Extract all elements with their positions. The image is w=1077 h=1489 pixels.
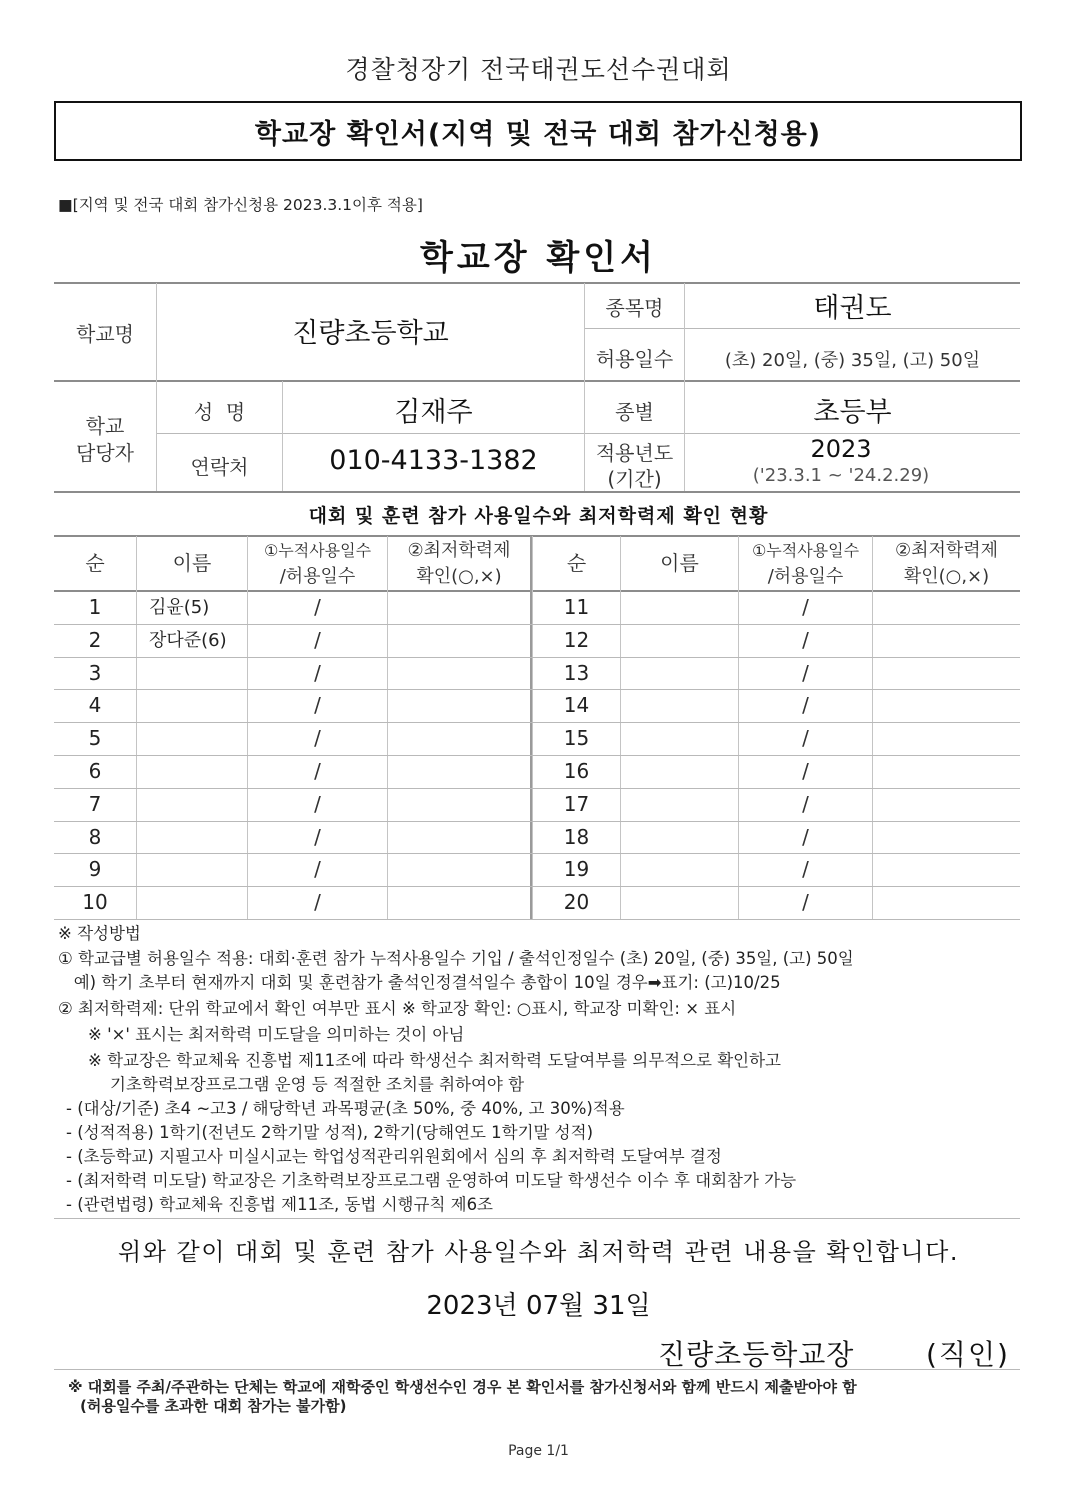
header-days-line1: ①누적사용일수	[751, 541, 860, 560]
row-number: 8	[88, 824, 102, 849]
row-number: 3	[88, 660, 102, 685]
student-name: 김윤(5)	[149, 597, 210, 618]
row-number: 19	[563, 857, 590, 882]
document-date: 2023년 07월 31일	[426, 1291, 651, 1321]
days-cell: /	[802, 857, 809, 882]
days-cell: /	[802, 759, 809, 783]
footer-note: (허용일수를 초과한 대회 참가는 불가함)	[80, 1397, 347, 1415]
table-row-divider	[54, 722, 1020, 723]
divider	[620, 536, 621, 919]
method-line: - (대상/기준) 초4 ~고3 / 해당학년 과목평균(초 50%, 중 40%, 고 30%)적용	[66, 1099, 625, 1118]
row-number: 14	[563, 693, 590, 718]
row-number: 4	[88, 693, 102, 718]
row-number: 5	[88, 726, 102, 751]
row-number: 13	[563, 660, 590, 685]
sport-label: 종목명	[605, 296, 664, 320]
table-row-divider	[54, 919, 1020, 920]
divider	[54, 1369, 1020, 1370]
header-days-line1: ①누적사용일수	[263, 541, 372, 560]
days-cell: /	[314, 824, 321, 849]
method-line: 예) 학기 초부터 현재까지 대회 및 훈련참가 출석인정결석일수 총합이 10일 경우➡표기: (고)10/25	[58, 973, 781, 992]
method-title: ※ 작성방법	[58, 924, 141, 943]
table-row-divider	[54, 689, 1020, 690]
days-cell: /	[314, 759, 321, 783]
row-number: 20	[563, 890, 590, 915]
days-cell: /	[802, 693, 809, 718]
method-line: - (초등학교) 지필고사 미실시교는 학업성적관리위원회에서 심의 후 최저학력 도달여부 결정	[66, 1147, 722, 1166]
status-heading: 대회 및 훈련 참가 사용일수와 최저학력제 확인 현황	[308, 505, 769, 527]
page-number: Page 1/1	[508, 1443, 569, 1459]
year-label-line1: 적용년도	[595, 441, 674, 465]
row-number: 9	[88, 857, 102, 882]
method-line: ② 최저학력제: 단위 학교에서 확인 여부만 표시 ※ 학교장 확인: ○표시, 학교장 미확인: × 표시	[58, 999, 737, 1018]
allowed-days-label: 허용일수	[595, 347, 674, 371]
school-name-label: 학교명	[76, 322, 134, 346]
row-number: 12	[563, 627, 590, 652]
days-cell: /	[802, 627, 809, 652]
header-name: 이름	[660, 551, 699, 575]
manager-name-value: 김재주	[394, 397, 473, 428]
footer-note: ※ 대회를 주최/주관하는 단체는 학교에 재학중인 학생선수인 경우 본 확인서를 참가신청서와 함께 반드시 제출받아야 함	[68, 1378, 857, 1396]
row-number: 2	[88, 627, 102, 652]
row-number: 11	[563, 595, 590, 619]
days-cell: /	[802, 791, 809, 816]
header-name: 이름	[172, 551, 212, 575]
manager-label-line1: 학교	[85, 414, 125, 438]
days-cell: /	[314, 627, 321, 652]
year-period: ('23.3.1 ~ '24.2.29)	[752, 465, 930, 486]
confirmation-statement: 위와 같이 대회 및 훈련 참가 사용일수와 최저학력 관련 내용을 확인합니다.	[118, 1238, 959, 1266]
method-line: ① 학교급별 허용일수 적용: 대회·훈련 참가 누적사용일수 기입 / 출석인정일수 (초) 20일, (중) 35일, (고) 50일	[58, 949, 854, 968]
main-heading: 학교장 확인서	[420, 238, 657, 278]
divider	[872, 536, 873, 919]
contact-label: 연락처	[190, 455, 249, 479]
row-number: 6	[88, 759, 102, 783]
sport-value: 태권도	[813, 293, 892, 324]
table-row-divider	[54, 657, 1020, 658]
divider	[136, 536, 137, 919]
principal-title: 진량초등학교장	[658, 1338, 855, 1371]
divider	[54, 1218, 1020, 1219]
row-number: 10	[82, 890, 108, 915]
row-number: 16	[563, 759, 590, 783]
table-row-divider	[54, 853, 1020, 854]
manager-label-line2: 담당자	[76, 441, 134, 465]
category-value: 초등부	[813, 397, 892, 428]
method-line: 기초학력보장프로그램 운영 등 적절한 조치를 취하여야 함	[110, 1075, 525, 1094]
divider	[157, 433, 1020, 434]
method-line: ※ '×' 표시는 최저학력 미도달을 의미하는 것이 아님	[88, 1025, 465, 1044]
method-line: - (성적적용) 1학기(전년도 2학기말 성적), 2학기(당해연도 1학기말 성적)	[66, 1123, 594, 1142]
table-row-divider	[54, 755, 1020, 756]
allowed-days-value: (초) 20일, (중) 35일, (고) 50일	[724, 350, 981, 371]
method-line: ※ 학교장은 학교체육 진흥법 제11조에 따라 학생선수 최저학력 도달여부를 의무적으로 확인하고	[88, 1051, 781, 1070]
name-label: 성 명	[193, 400, 246, 424]
year-value: 2023	[810, 435, 872, 463]
table-row-divider	[54, 886, 1020, 887]
method-line: - (관련법령) 학교체육 진흥법 제11조, 동법 시행규칙 제6조	[66, 1195, 493, 1214]
header-check-line1: ②최저학력제	[407, 540, 511, 561]
row-number: 18	[563, 824, 590, 849]
row-number: 1	[88, 595, 102, 619]
header-check-line2: 확인(○,×)	[903, 566, 990, 587]
student-name: 장다준(6)	[149, 629, 227, 651]
header-days-line2: /허용일수	[279, 566, 356, 587]
days-cell: /	[802, 595, 809, 619]
days-cell: /	[802, 824, 809, 849]
days-cell: /	[314, 660, 321, 685]
year-label-line2: (기간)	[607, 467, 662, 491]
days-cell: /	[314, 726, 321, 751]
official-seal: (직인)	[926, 1338, 1010, 1371]
divider	[387, 536, 388, 919]
days-cell: /	[314, 693, 321, 718]
category-label: 종별	[615, 400, 654, 424]
days-cell: /	[802, 890, 809, 915]
divider	[54, 282, 1020, 284]
document-title: 학교장 확인서(지역 및 전국 대회 참가신청용)	[254, 118, 822, 150]
header-no: 순	[85, 551, 105, 575]
days-cell: /	[314, 890, 321, 915]
row-number: 17	[563, 791, 590, 816]
row-number: 7	[88, 791, 102, 816]
school-name-value: 진량초등학교	[292, 318, 449, 349]
header-check-line2: 확인(○,×)	[416, 566, 502, 587]
header-no: 순	[566, 551, 587, 575]
header-days-line2: /허용일수	[767, 566, 844, 587]
document-title-box	[54, 101, 1022, 161]
header-check-line1: ②최저학력제	[894, 540, 999, 561]
days-cell: /	[802, 660, 809, 685]
divider	[54, 491, 1020, 493]
applicability-notice: ■[지역 및 전국 대회 참가신청용 2023.3.1이후 적용]	[58, 196, 423, 214]
table-row-divider	[54, 624, 1020, 625]
divider	[54, 380, 1020, 382]
table-row-divider	[54, 788, 1020, 789]
days-cell: /	[314, 791, 321, 816]
divider	[585, 328, 1020, 329]
event-title: 경찰청장기 전국태권도선수권대회	[345, 55, 732, 84]
method-line: - (최저학력 미도달) 학교장은 기초학력보장프로그램 운영하여 미도달 학생선수 이수 후 대회참가 가능	[66, 1171, 797, 1190]
contact-value: 010-4133-1382	[329, 445, 538, 476]
days-cell: /	[802, 726, 809, 751]
days-cell: /	[314, 595, 321, 619]
table-row-divider	[54, 821, 1020, 822]
row-number: 15	[563, 726, 590, 751]
days-cell: /	[314, 857, 321, 882]
